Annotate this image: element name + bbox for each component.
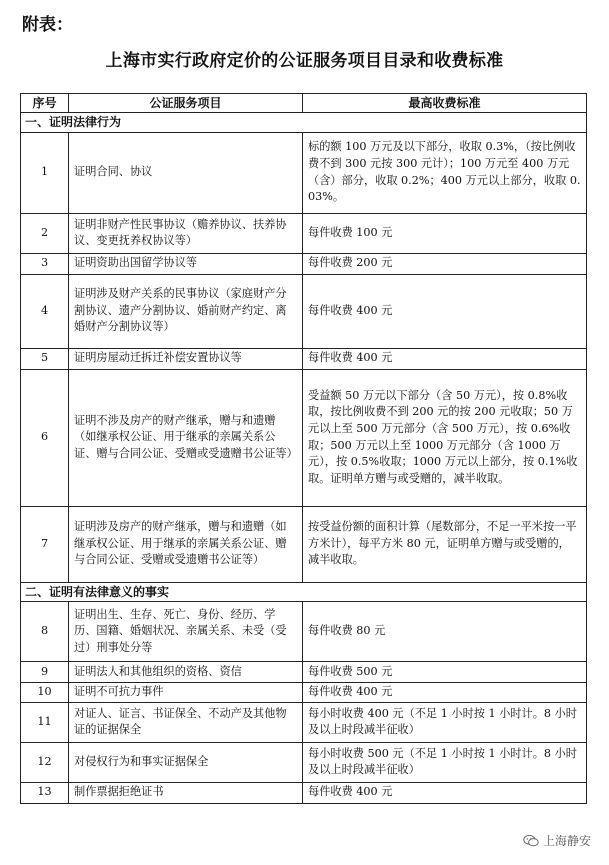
wechat-icon xyxy=(523,835,539,847)
table-header-row xyxy=(21,94,587,113)
row-fee: 每件收费 400 元 xyxy=(303,683,587,703)
header-max-fee: 最高收费标准 xyxy=(303,94,587,113)
row-number: 7 xyxy=(21,506,69,582)
row-item: 证明合同、协议 xyxy=(69,132,303,213)
row-number: 6 xyxy=(21,369,69,506)
row-number: 12 xyxy=(21,742,69,782)
section-title: 一、证明法律行为 xyxy=(21,113,587,133)
row-item: 证明资助出国留学协议等 xyxy=(69,253,303,274)
row-fee: 受益额 50 万元以下部分（含 50 万元），按 0.8%收取，按比例收费不到 200 元的按 200 元收取；50 万元以上至 500 万元部分（含 500 万元），按 0.6%收取；500 万元以上至 1000 万元部分（含 1000 万元），按 0.5%收取；1000 万元以上部分，按 0.1%收取。证明单方赠与或受赠的，减半收取。 xyxy=(303,369,587,506)
row-item: 证明涉及财产关系的民事协议（家庭财产分割协议、遗产分割协议、婚前财产约定、离婚财产分割协议等） xyxy=(69,274,303,348)
row-fee: 每小时收费 500 元（不足 1 小时按 1 小时计。8 小时及以上时段减半征收） xyxy=(303,742,587,782)
table-row xyxy=(21,702,587,742)
table-row xyxy=(21,253,587,274)
row-fee: 每件收费 500 元 xyxy=(303,662,587,683)
row-number: 10 xyxy=(21,683,69,703)
document-title: 上海市实行政府定价的公证服务项目目录和收费标准 xyxy=(105,51,504,71)
row-fee: 每件收费 100 元 xyxy=(303,213,587,253)
table-row xyxy=(21,369,587,506)
fee-table xyxy=(20,93,587,804)
table-row xyxy=(21,602,587,662)
row-item: 对证人、证言、书证保全、不动产及其他物证的证据保全 xyxy=(69,702,303,742)
row-number: 8 xyxy=(21,602,69,662)
row-item: 证明房屋动迁拆迁补偿安置协议等 xyxy=(69,348,303,369)
row-item: 制作票据拒绝证书 xyxy=(69,782,303,803)
table-row xyxy=(21,132,587,213)
table-row xyxy=(21,683,587,703)
row-fee: 每小时收费 400 元（不足 1 小时按 1 小时计。8 小时及以上时段减半征收） xyxy=(303,702,587,742)
row-item: 证明不可抗力事件 xyxy=(69,683,303,703)
table-row xyxy=(21,782,587,803)
row-item: 证明法人和其他组织的资格、资信 xyxy=(69,662,303,683)
row-fee: 每件收费 80 元 xyxy=(303,602,587,662)
row-item: 对侵权行为和事实证据保全 xyxy=(69,742,303,782)
section-title: 二、证明有法律意义的事实 xyxy=(21,582,587,602)
table-row xyxy=(21,274,587,348)
row-fee: 按受益份额的面积计算（尾数部分，不足一平米按一平方米计），每平方米 80 元，证明单方赠与或受赠的，减半收取。 xyxy=(303,506,587,582)
watermark-text: 上海静安 xyxy=(542,834,591,848)
section-row xyxy=(21,113,587,133)
row-fee: 每件收费 200 元 xyxy=(303,253,587,274)
section-row xyxy=(21,582,587,602)
row-item: 证明非财产性民事协议（赡养协议、扶养协议、变更抚养权协议等） xyxy=(69,213,303,253)
row-fee: 每件收费 400 元 xyxy=(303,782,587,803)
row-item: 证明涉及房产的财产继承，赠与和遗赠（如继承权公证、用于继承的亲属关系公证、赠与合同公证、受赠或受遗赠书公证等） xyxy=(69,506,303,582)
row-number: 1 xyxy=(21,132,69,213)
row-item: 证明不涉及房产的财产继承，赠与和遗赠（如继承权公证、用于继承的亲属关系公证、赠与合同公证、受赠或受遗赠书公证等） xyxy=(69,369,303,506)
row-number: 3 xyxy=(21,253,69,274)
row-number: 13 xyxy=(21,782,69,803)
row-fee: 标的额 100 万元及以下部分，收取 0.3%，（按比例收费不到 300 元按 300 元计）；100 万元至 400 万元（含）部分，收取 0.2%；400 万元以上部分，收取 0.03%。 xyxy=(303,132,587,213)
table-row xyxy=(21,348,587,369)
row-number: 5 xyxy=(21,348,69,369)
row-number: 11 xyxy=(21,702,69,742)
attachment-label: 附表： xyxy=(22,15,73,35)
row-number: 2 xyxy=(21,213,69,253)
header-service-item: 公证服务项目 xyxy=(69,94,303,113)
header-number: 序号 xyxy=(21,94,69,113)
table-row xyxy=(21,742,587,782)
table-row xyxy=(21,506,587,582)
row-number: 9 xyxy=(21,662,69,683)
row-item: 证明出生、生存、死亡、身份、经历、学历、国籍、婚姻状况、亲属关系、未受（受过）刑事处分等 xyxy=(69,602,303,662)
table-row xyxy=(21,662,587,683)
watermark xyxy=(523,832,591,849)
row-fee: 每件收费 400 元 xyxy=(303,274,587,348)
row-fee: 每件收费 400 元 xyxy=(303,348,587,369)
row-number: 4 xyxy=(21,274,69,348)
table-row xyxy=(21,213,587,253)
